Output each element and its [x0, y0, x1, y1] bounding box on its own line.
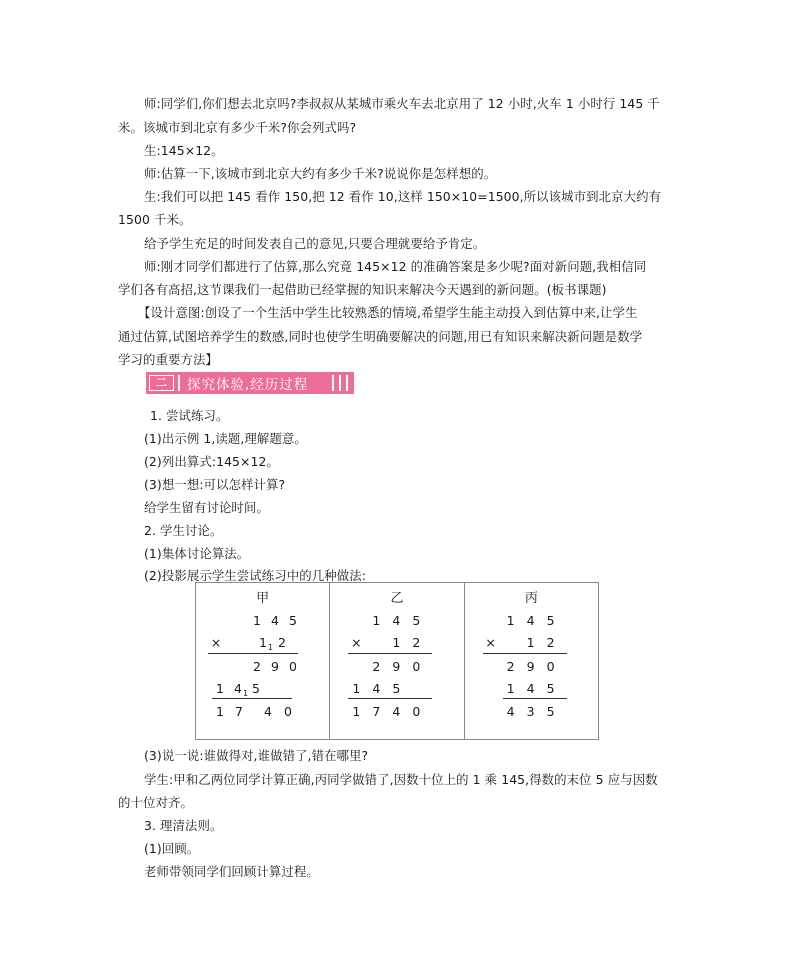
calc-digit: 4 — [506, 704, 515, 719]
section-number: 二 — [149, 375, 174, 391]
calc-digit: 9 — [271, 659, 279, 674]
calc-digit: 1 — [216, 681, 224, 696]
calc-digit: 4 — [264, 704, 272, 719]
calc-digit: 2 — [506, 659, 515, 674]
calc-column-jia — [196, 583, 330, 739]
calc-digit: 5 — [546, 704, 555, 719]
calc-header-yi: 乙 — [390, 591, 404, 606]
step-2a: (1)集体讨论算法。 — [144, 546, 250, 561]
calc-column-yi — [330, 583, 464, 739]
step-2d-line1: 学生:甲和乙两位同学计算正确,丙同学做错了,因数十位上的 1 乘 145,得数的末位 5 应与因数 — [144, 772, 658, 787]
calc-times-sign: × — [485, 635, 496, 650]
calc-digit: 2 — [372, 659, 381, 674]
calc-digit: 1 — [352, 704, 361, 719]
calc-underline — [483, 653, 567, 654]
calc-times-sign: × — [210, 635, 222, 650]
calc-digit: 0 — [412, 704, 421, 719]
calc-digit: 4 — [526, 681, 535, 696]
calc-times-sign: × — [351, 635, 362, 650]
calc-underline — [503, 698, 567, 699]
step-2c: (3)说一说:谁做得对,谁做错了,错在哪里? — [144, 748, 369, 763]
step-3a: (1)回顾。 — [144, 841, 200, 856]
calc-header-bing: 丙 — [524, 591, 538, 606]
calc-digit: 0 — [546, 659, 555, 674]
calc-digit: 0 — [289, 659, 297, 674]
calc-digit: 1 — [259, 635, 267, 650]
calc-digit: 1 — [506, 613, 515, 628]
calc-digit: 5 — [289, 613, 297, 628]
step-2-title: 2. 学生讨论。 — [144, 523, 223, 538]
paragraph-estimate-question: 师:估算一下,该城市到北京大约有多少千米?说说你是怎样想的。 — [144, 166, 497, 181]
calc-digit: 9 — [392, 659, 401, 674]
step-2b: (2)投影展示学生尝试练习中的几种做法: — [144, 568, 366, 583]
calc-digit: 0 — [412, 659, 421, 674]
paragraph-design-intent-line3: 学习的重要方法】 — [118, 352, 218, 367]
stripe-decoration — [339, 375, 341, 391]
step-2d-line2: 的十位对齐。 — [118, 795, 193, 810]
calc-underline — [212, 698, 292, 699]
calc-digit: 2 — [546, 635, 555, 650]
step-1c: (3)想一想:可以怎样计算? — [144, 477, 286, 492]
calc-digit: 2 — [412, 635, 421, 650]
calc-digit: 1 — [216, 704, 224, 719]
calc-digit: 5 — [392, 681, 401, 696]
stripe-decoration — [346, 375, 348, 391]
calc-subscript: 1 — [243, 689, 249, 698]
calc-underline — [348, 698, 432, 699]
calc-digit: 1 — [506, 681, 515, 696]
paragraph-teacher-question-line1: 师:同学们,你们想去北京吗?李叔叔从某城市乘火车去北京用了 12 小时,火车 1 小时行 145 千 — [144, 96, 660, 111]
calc-digit: 5 — [252, 681, 260, 696]
calc-digit: 1 — [352, 681, 361, 696]
calc-underline — [348, 653, 432, 654]
stripe-decoration — [332, 375, 334, 391]
calc-digit: 1 — [392, 635, 401, 650]
paragraph-teacher-question-line2: 米。该城市到北京有多少千米?你会列式吗? — [118, 120, 357, 135]
calc-digit: 1 — [372, 613, 381, 628]
calc-header-jia: 甲 — [256, 591, 270, 606]
calc-digit: 4 — [526, 613, 535, 628]
calc-digit: 2 — [278, 635, 286, 650]
calc-digit: 2 — [253, 659, 261, 674]
paragraph-teacher-exact-line1: 师:刚才同学们都进行了估算,那么究竟 145×12 的准确答案是多少呢?面对新问题,我相信同 — [144, 259, 647, 274]
calc-subscript: 1 — [268, 643, 274, 652]
paragraph-estimate-answer-line1: 生:我们可以把 145 看作 150,把 12 看作 10,这样 150×10=1500,所以该城市到北京大约有 — [144, 189, 662, 204]
step-1a: (1)出示例 1,读题,理解题意。 — [144, 431, 307, 446]
calc-digit: 4 — [271, 613, 279, 628]
paragraph-design-intent-line2: 通过估算,试图培养学生的数感,同时也使学生明确要解决的问题,用已有知识来解决新问题是数学 — [118, 329, 643, 344]
step-3b: 老师带领同学们回顾计算过程。 — [144, 864, 319, 879]
calc-digit: 9 — [526, 659, 535, 674]
calc-digit: 4 — [392, 704, 401, 719]
paragraph-student-answer: 生:145×12。 — [144, 143, 224, 158]
calc-digit: 3 — [526, 704, 535, 719]
paragraph-estimate-answer-line2: 1500 千米。 — [118, 212, 192, 227]
calc-digit: 0 — [284, 704, 292, 719]
calculation-comparison-table — [195, 582, 599, 740]
calc-digit: 4 — [234, 681, 242, 696]
step-1-title: 1. 尝试练习。 — [150, 408, 229, 423]
calc-underline — [208, 653, 298, 654]
calc-digit: 4 — [372, 681, 381, 696]
calc-digit: 4 — [392, 613, 401, 628]
calc-digit: 5 — [412, 613, 421, 628]
calc-digit: 7 — [235, 704, 243, 719]
calc-digit: 5 — [546, 681, 555, 696]
calc-column-bing — [465, 583, 598, 739]
paragraph-affirm: 给予学生充足的时间发表自己的意见,只要合理就要给予肯定。 — [144, 236, 486, 251]
paragraph-teacher-exact-line2: 学们各有高招,这节课我们一起借助已经掌握的知识来解决今天遇到的新问题。(板书课题) — [118, 282, 607, 297]
section-stripes — [332, 375, 348, 391]
calc-digit: 1 — [253, 613, 261, 628]
paragraph-design-intent-line1: 【设计意图:创设了一个生活中学生比较熟悉的情境,希望学生能主动投入到估算中来,让学生 — [138, 305, 638, 320]
step-1d: 给学生留有讨论时间。 — [144, 500, 269, 515]
section-header — [146, 372, 354, 394]
calc-digit: 1 — [526, 635, 535, 650]
calc-digit: 5 — [546, 613, 555, 628]
calc-digit: 7 — [372, 704, 381, 719]
section-title: 探究体验,经历过程 — [187, 377, 309, 393]
step-1b: (2)列出算式:145×12。 — [144, 454, 279, 469]
section-separator — [178, 375, 180, 391]
step-3-title: 3. 理清法则。 — [144, 818, 223, 833]
